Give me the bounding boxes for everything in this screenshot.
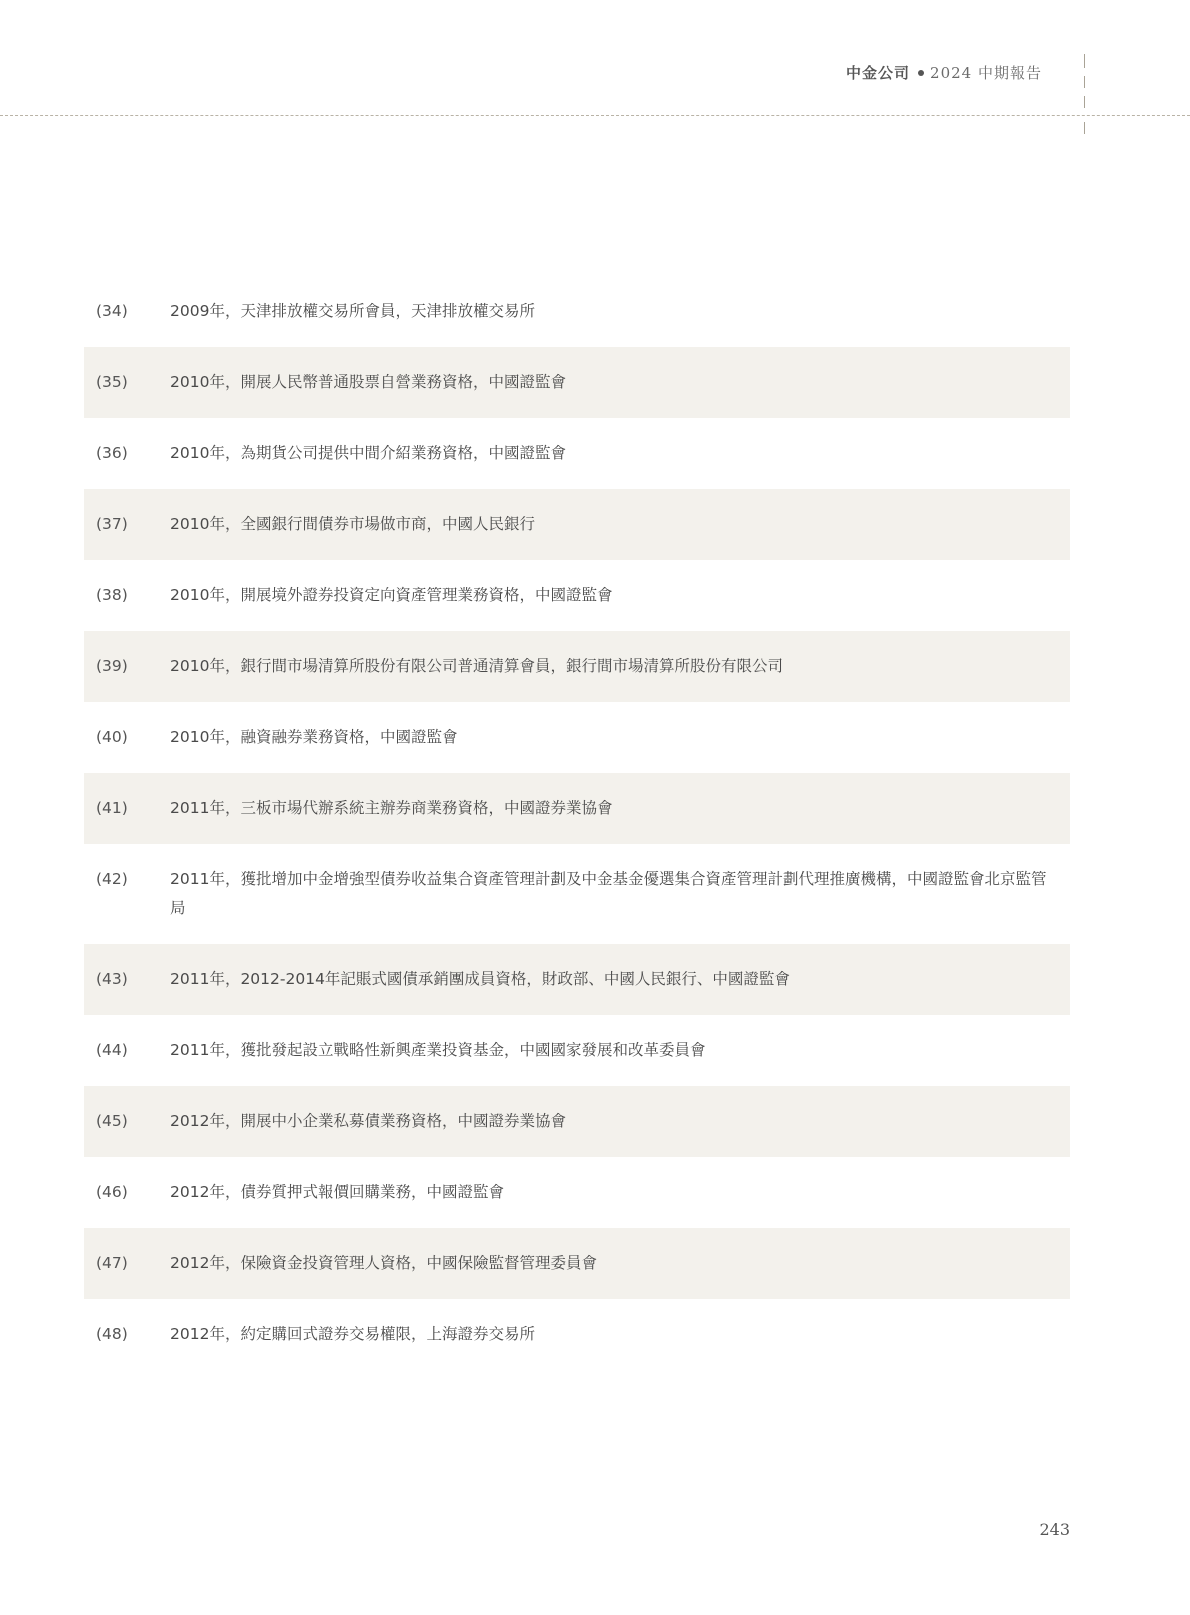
header-bullet <box>918 70 924 76</box>
list-item <box>84 1228 1070 1299</box>
item-text: 2010年，銀行間市場清算所股份有限公司普通清算會員，銀行間市場清算所股份有限公司 <box>170 657 783 675</box>
item-text: 2010年，融資融券業務資格，中國證監會 <box>170 728 458 746</box>
item-number: (46) <box>96 1183 128 1201</box>
item-number: (35) <box>96 373 128 391</box>
list-item <box>84 702 1070 773</box>
item-text: 2010年，開展境外證券投資定向資產管理業務資格，中國證監會 <box>170 586 613 604</box>
item-text: 2011年，三板市場代辦系統主辦券商業務資格，中國證券業協會 <box>170 799 613 817</box>
list-item <box>84 773 1070 844</box>
item-text: 2012年，約定購回式證券交易權限，上海證券交易所 <box>170 1325 535 1343</box>
item-number: (45) <box>96 1112 128 1130</box>
item-text: 2011年，2012-2014年記賬式國債承銷團成員資格，財政部、中國人民銀行、中國證監會 <box>170 970 790 988</box>
list-item <box>84 844 1070 944</box>
item-text: 2011年，獲批發起設立戰略性新興產業投資基金，中國國家發展和改革委員會 <box>170 1041 706 1059</box>
list-item <box>84 1086 1070 1157</box>
item-text: 2010年，開展人民幣普通股票自營業務資格，中國證監會 <box>170 373 566 391</box>
item-number: (41) <box>96 799 128 817</box>
crop-mark-top <box>1084 54 1085 68</box>
list-item <box>84 944 1070 1015</box>
item-number: (48) <box>96 1325 128 1343</box>
item-number: (37) <box>96 515 128 533</box>
item-number: (44) <box>96 1041 128 1059</box>
qualification-list <box>84 276 1070 1370</box>
list-item <box>84 276 1070 347</box>
page-number: 243 <box>1039 1520 1070 1539</box>
item-text: 2012年，保險資金投資管理人資格，中國保險監督管理委員會 <box>170 1254 597 1272</box>
item-number: (40) <box>96 728 128 746</box>
item-number: (39) <box>96 657 128 675</box>
crop-mark-lower <box>1084 96 1085 108</box>
item-text: 2009年，天津排放權交易所會員，天津排放權交易所 <box>170 302 535 320</box>
header-dashed-rule <box>0 115 1190 116</box>
list-item <box>84 418 1070 489</box>
item-number: (42) <box>96 870 128 888</box>
page-header <box>846 62 1042 83</box>
list-item <box>84 347 1070 418</box>
item-number: (38) <box>96 586 128 604</box>
list-item <box>84 1157 1070 1228</box>
header-report-title: 2024 中期報告 <box>930 64 1042 82</box>
header-company: 中金公司 <box>846 64 911 82</box>
item-number: (34) <box>96 302 128 320</box>
item-text: 2012年，債券質押式報價回購業務，中國證監會 <box>170 1183 504 1201</box>
list-item <box>84 631 1070 702</box>
item-text: 2010年，全國銀行間債券市場做市商，中國人民銀行 <box>170 515 535 533</box>
item-text: 2012年，開展中小企業私募債業務資格，中國證券業協會 <box>170 1112 566 1130</box>
crop-mark-bottom <box>1084 122 1085 134</box>
item-number: (43) <box>96 970 128 988</box>
list-item <box>84 489 1070 560</box>
list-item <box>84 1015 1070 1086</box>
item-text: 2010年，為期貨公司提供中間介紹業務資格，中國證監會 <box>170 444 566 462</box>
item-number: (47) <box>96 1254 128 1272</box>
item-number: (36) <box>96 444 128 462</box>
list-item <box>84 1299 1070 1370</box>
item-text: 2011年，獲批增加中金增強型債券收益集合資產管理計劃及中金基金優選集合資產管理計劃代理推廣機構，中國證監會北京監管局 <box>170 870 1047 917</box>
list-item <box>84 560 1070 631</box>
crop-mark-upper <box>1084 76 1085 88</box>
